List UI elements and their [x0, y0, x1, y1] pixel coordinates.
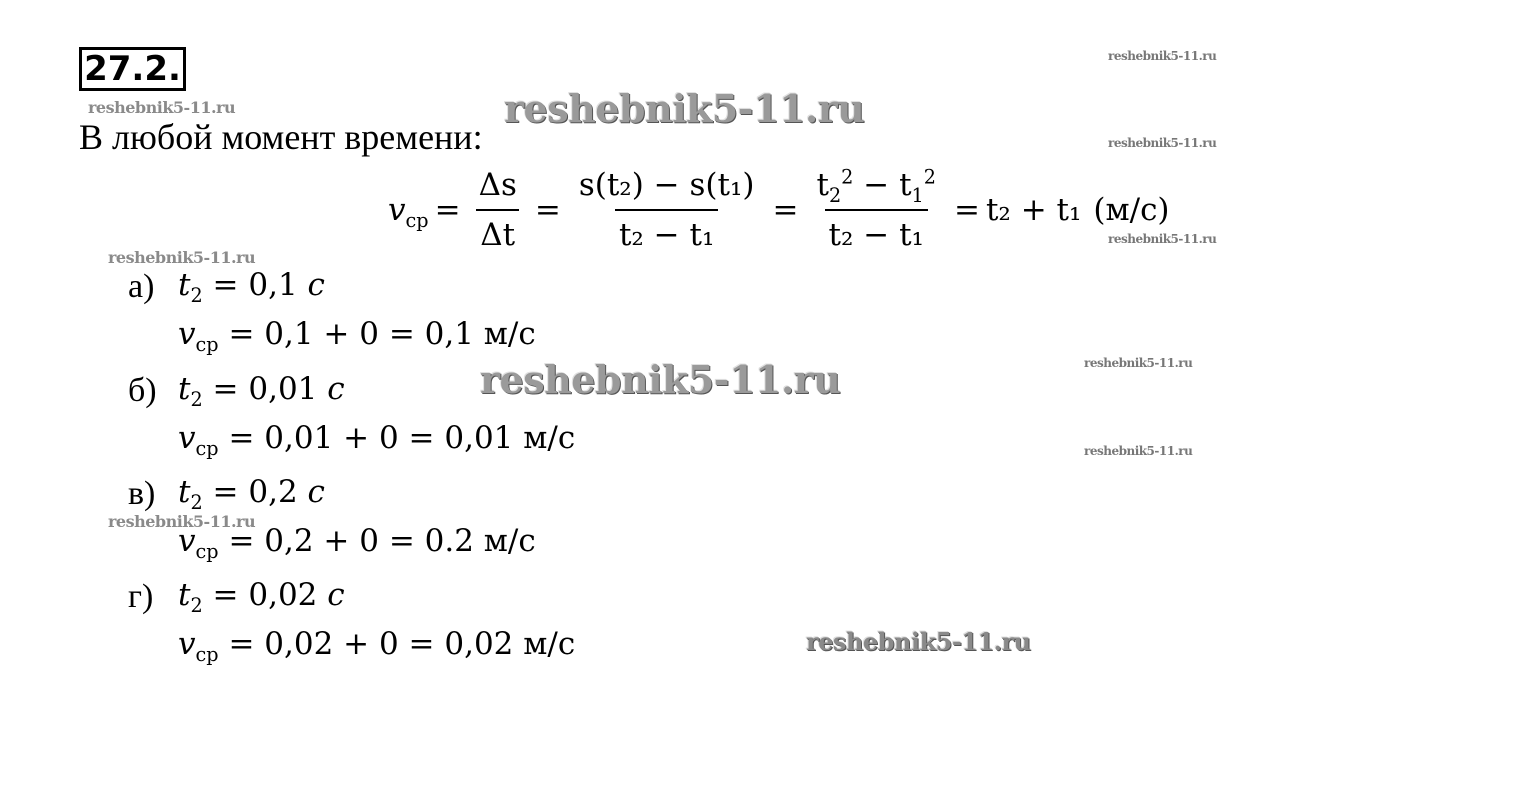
fraction-squares-denominator: t₂ − t₁ [825, 209, 928, 253]
watermark: reshebnik5-11.ru [1108, 232, 1217, 246]
formula-unit: (м/с) [1093, 192, 1170, 228]
item-a-time: $t_2 = 0,1$ c [178, 267, 325, 308]
item-d-time: $t_2 = 0,02$ c [178, 577, 345, 618]
equals-sign: = [772, 192, 799, 228]
fraction-delta-denominator: Δt [476, 209, 519, 253]
watermark: reshebnik5-11.ru [480, 357, 841, 402]
item-d-velocity: $v_{ср} = 0,02 + 0 = 0,02$ м/с [178, 626, 576, 667]
item-b-velocity: $v_{ср} = 0,01 + 0 = 0,01$ м/с [178, 420, 576, 461]
watermark: reshebnik5-11.ru [108, 512, 256, 531]
watermark: reshebnik5-11.ru [504, 86, 865, 131]
formula-result: t₂ + t₁ [985, 192, 1082, 228]
watermark: reshebnik5-11.ru [1108, 49, 1217, 63]
item-c-velocity: $v_{ср} = 0,2 + 0 = 0.2$ м/с [178, 523, 536, 564]
intro-text: В любой момент времени: [79, 117, 483, 157]
watermark: reshebnik5-11.ru [1084, 356, 1193, 370]
fraction-squares [812, 167, 940, 253]
item-letter-b: б) [128, 372, 157, 409]
item-b-time: $t_2 = 0,01$ c [178, 371, 345, 412]
fraction-difference [575, 167, 759, 253]
watermark: reshebnik5-11.ru [806, 627, 1031, 656]
equals-sign: = [534, 192, 561, 228]
item-letter-d: г) [128, 578, 154, 615]
fraction-difference-denominator: t₂ − t₁ [615, 209, 718, 253]
fraction-difference-numerator: s(t₂) − s(t₁) [578, 167, 755, 203]
watermark: reshebnik5-11.ru [1108, 136, 1217, 150]
item-c-time: $t_2 = 0,2$ c [178, 474, 325, 515]
fraction-delta-numerator: Δs [478, 167, 517, 203]
item-letter-c: в) [128, 475, 156, 512]
fraction-delta [475, 167, 521, 253]
problem-number: 27.2. [79, 47, 186, 91]
equals-sign: = [434, 192, 461, 228]
equals-sign: = [953, 192, 980, 228]
fraction-squares-numerator: $t_2^2 - t_1^2$ [816, 165, 936, 208]
item-letter-a: а) [128, 268, 155, 305]
watermark: reshebnik5-11.ru [88, 98, 236, 117]
watermark: reshebnik5-11.ru [1084, 444, 1193, 458]
formula-lhs: $v_{ср}$ [388, 192, 429, 233]
item-a-velocity: $v_{ср} = 0,1 + 0 = 0,1$ м/с [178, 316, 536, 357]
watermark: reshebnik5-11.ru [108, 248, 256, 267]
main-formula [388, 160, 1170, 260]
